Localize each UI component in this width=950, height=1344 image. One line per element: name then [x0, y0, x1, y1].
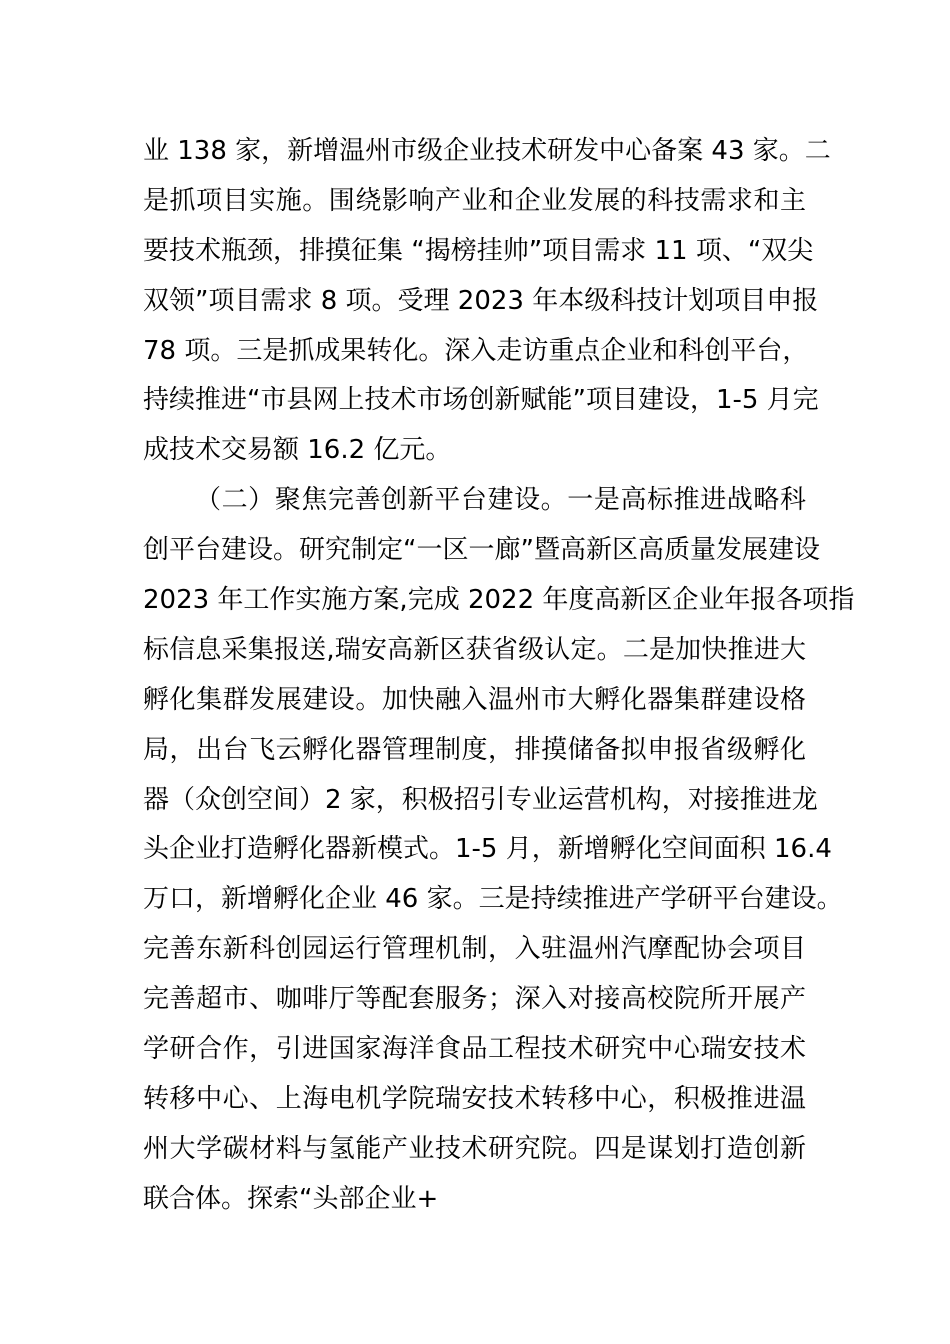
text-line: 创平台建设。研究制定“一区一廊”暨高新区高质量发展建设 [143, 535, 820, 566]
paragraph-1 [143, 127, 831, 476]
text-line: 孵化集群发展建设。加快融入温州市大孵化器集群建设格 [143, 684, 806, 715]
document-page [143, 127, 855, 1225]
text-line: 双领”项目需求 8 项。受理 2023 年本级科技计划项目申报 [143, 285, 819, 316]
section-heading-line: （二）聚焦完善创新平台建设。一是高标推进战略科 [195, 485, 806, 516]
text-line: 2023 年工作实施方案,完成 2022 年度高新区企业年报各项指 [143, 585, 855, 616]
text-line: 持续推进“市县网上技术市场创新赋能”项目建设，1-5 月完 [143, 385, 819, 416]
text-line: 完善东新科创园运行管理机制，入驻温州汽摩配协会项目 [143, 934, 806, 965]
text-line: 是抓项目实施。围绕影响产业和企业发展的科技需求和主 [143, 185, 806, 216]
text-line: 联合体。探索“头部企业+ [143, 1183, 439, 1214]
text-line: 要技术瓶颈，排摸征集 “揭榜挂帅”项目需求 11 项、“双尖 [143, 235, 814, 266]
text-line: 学研合作，引进国家海洋食品工程技术研究中心瑞安技术 [143, 1034, 806, 1065]
text-line: 业 138 家，新增温州市级企业技术研发中心备案 43 家。二 [143, 136, 831, 166]
text-line: 标信息采集报送,瑞安高新区获省级认定。二是加快推进大 [143, 634, 806, 665]
text-line: 局，出台飞云孵化器管理制度，排摸储备拟申报省级孵化 [143, 734, 806, 765]
text-line: 完善超市、咖啡厅等配套服务；深入对接高校院所开展产 [143, 984, 806, 1015]
paragraph-2 [143, 476, 855, 1224]
text-line: 头企业打造孵化器新模式。1-5 月，新增孵化空间面积 16.4 [143, 834, 832, 865]
text-line: 州大学碳材料与氢能产业技术研究院。四是谋划打造创新 [143, 1133, 806, 1164]
text-line: 转移中心、上海电机学院瑞安技术转移中心，积极推进温 [143, 1083, 806, 1114]
text-line: 成技术交易额 16.2 亿元。 [143, 435, 452, 466]
text-line: 78 项。三是抓成果转化。深入走访重点企业和科创平台， [143, 335, 809, 366]
text-line: 万口，新增孵化企业 46 家。三是持续推进产学研平台建设。 [143, 884, 843, 915]
text-line: 器（众创空间）2 家，积极招引专业运营机构，对接推进龙 [143, 784, 818, 815]
